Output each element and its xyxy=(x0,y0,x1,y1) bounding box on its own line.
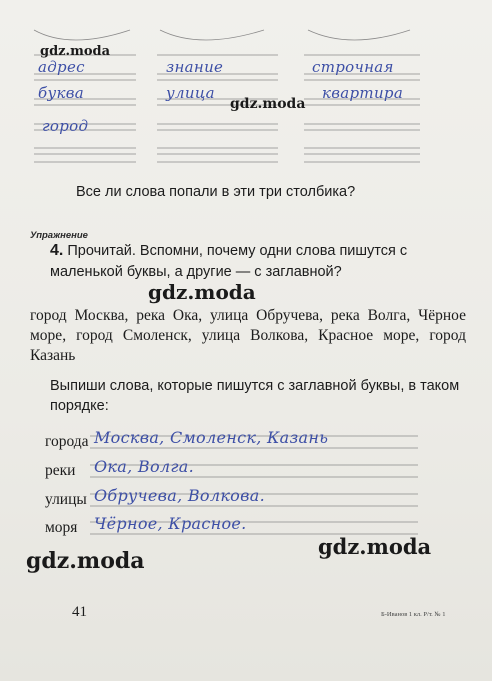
answer-seas: Чёрное, Красное. xyxy=(94,514,247,533)
answer-rivers: Ока, Волга. xyxy=(94,457,194,476)
columns-question: Все ли слова попали в эти три столбика? xyxy=(76,184,356,200)
row-label-rivers: реки xyxy=(45,462,76,479)
row-label-seas: моря xyxy=(45,519,78,536)
passage: город Москва, река Ока, улица Обручева, река Волга, Чёрное море, город Смоленск, улица Волкова, Красное море, город Казань xyxy=(30,307,466,364)
section-label: Упражнение xyxy=(30,230,88,241)
page-number: 41 xyxy=(72,604,87,620)
row-label-streets: улицы xyxy=(45,491,87,508)
column1-word-2: буква xyxy=(38,84,84,102)
answer-cities: Москва, Смоленск, Казань xyxy=(94,428,329,447)
task-heading xyxy=(50,240,462,283)
column3-word-2: квартира xyxy=(322,84,404,102)
watermark-1: gdz.moda xyxy=(40,44,111,59)
watermark-3: gdz.moda xyxy=(148,280,256,304)
task-number: 4. xyxy=(50,242,64,259)
watermark-2: gdz.moda xyxy=(230,96,306,112)
column1-word-3: город xyxy=(42,117,89,135)
column1-word-1: адрес xyxy=(38,58,85,76)
column2-word-2: улица xyxy=(166,84,215,102)
instruction: Выпиши слова, которые пишутся с заглавной буквы, в таком порядке: xyxy=(50,378,460,414)
row-label-cities: города xyxy=(45,433,89,450)
column3-word-1: строчная xyxy=(312,58,394,76)
watermark-4: gdz.moda xyxy=(26,548,145,574)
task-text: Прочитай. Вспомни, почему одни слова пишутся с маленькой буквы, а другие — с заглавной? xyxy=(50,243,408,280)
watermark-5: gdz.moda xyxy=(318,534,432,559)
footer-code: Б-Иванов 1 кл. Р/т. № 1 xyxy=(381,611,446,618)
column2-word-1: знание xyxy=(166,58,224,76)
answer-streets: Обручева, Волкова. xyxy=(94,486,265,505)
